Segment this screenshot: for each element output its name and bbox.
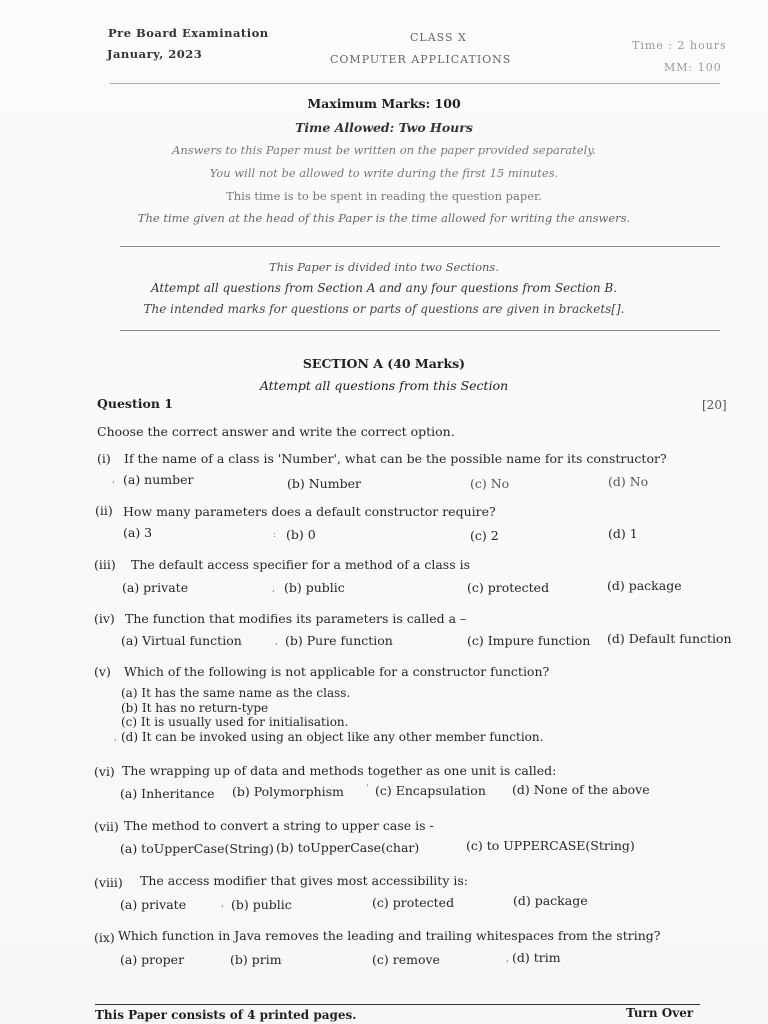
answer-mark: , (112, 475, 115, 485)
question-text: If the name of a class is 'Number', what can be the possible name for its constructor? (124, 451, 667, 466)
option: (c) Impure function (467, 633, 591, 648)
maximum-marks: Maximum Marks: 100 (307, 96, 461, 111)
question-text: The wrapping up of data and methods together as one unit is called: (122, 763, 557, 778)
option: (a) Inheritance (120, 786, 215, 801)
instruction-line: This time is to be spent in reading the question paper. (226, 189, 542, 203)
option: (a) 3 (123, 525, 153, 540)
question-label: Question 1 (97, 396, 173, 411)
question-text: The access modifier that gives most accessibility is: (140, 873, 468, 888)
section-a-title: SECTION A (40 Marks) (302, 356, 466, 371)
question-text: The method to convert a string to upper case is - (124, 818, 434, 833)
option: (c) It is usually used for initialisation. (121, 715, 349, 729)
option: (c) Encapsulation (375, 783, 486, 798)
question-text: Which of the following is not applicable for a constructor function? (124, 664, 550, 679)
question-instruction: Choose the correct answer and write the correct option. (97, 424, 455, 439)
option: (b) public (231, 897, 292, 912)
item-number: (ii) (95, 503, 113, 518)
answer-mark: ' (366, 784, 369, 794)
item-number: (viii) (94, 875, 123, 890)
option: (a) private (122, 580, 189, 595)
sections-line: The intended marks for questions or parts of questions are given in brackets[]. (143, 302, 625, 316)
item-number: (ix) (94, 930, 115, 945)
item-number: (i) (97, 451, 111, 466)
question-text: How many parameters does a default constructor require? (123, 504, 496, 519)
option: (d) package (513, 893, 588, 908)
option: (a) proper (120, 952, 185, 967)
question-text: Which function in Java removes the leading and trailing whitespaces from the string? (118, 928, 661, 943)
turn-over: Turn Over (626, 1006, 694, 1020)
marks-label: MM: 100 (664, 61, 722, 74)
option: (c) to UPPERCASE(String) (466, 838, 635, 853)
question-text: The function that modifies its parameters is called a – (125, 611, 467, 626)
option: (d) None of the above (512, 782, 650, 797)
header-rule (110, 83, 720, 84)
option: (b) public (284, 580, 345, 595)
exam-name: Pre Board Examination (108, 26, 269, 40)
instruction-line: You will not be allowed to write during the first 15 minutes. (209, 166, 559, 180)
item-number: (vi) (94, 764, 115, 779)
option: (d) trim (512, 950, 561, 965)
option: (a) Virtual function (121, 633, 242, 648)
option: (b) Pure function (285, 633, 393, 648)
option: (d) It can be invoked using an object like any other member function. (121, 730, 544, 744)
option: (b) toUpperCase(char) (276, 840, 420, 855)
item-number: (vii) (94, 819, 119, 834)
option: (b) 0 (286, 527, 316, 542)
option: (b) Number (287, 476, 361, 491)
footer-rule (95, 1004, 700, 1005)
option: (a) toUpperCase(String) (120, 841, 274, 856)
option: (b) Polymorphism (232, 784, 344, 799)
option: (d) package (607, 578, 682, 593)
option: (a) It has the same name as the class. (121, 686, 351, 700)
answer-mark: , (221, 899, 224, 909)
option: (b) prim (230, 952, 282, 967)
question-text: The default access specifier for a method of a class is (131, 557, 471, 572)
exam-date: January, 2023 (107, 47, 203, 61)
option: (d) Default function (607, 631, 732, 646)
instruction-line: The time given at the head of this Paper is the time allowed for writing the answers. (137, 211, 631, 225)
instructions-rule (120, 246, 720, 247)
section-a-subtitle: Attempt all questions from this Section (259, 378, 509, 393)
option: (c) No (470, 476, 510, 491)
option: (c) protected (372, 895, 455, 910)
option: (c) remove (372, 952, 440, 967)
option: (b) It has no return-type (121, 701, 269, 715)
answer-mark: , (114, 733, 117, 743)
class-label: CLASS X (410, 31, 467, 44)
answer-mark: , (275, 637, 278, 647)
item-number: (iv) (94, 611, 115, 626)
answer-mark: : (273, 530, 277, 540)
time-allowed: Time Allowed: Two Hours (295, 120, 473, 135)
option: (d) No (608, 474, 649, 489)
instruction-line: Answers to this Paper must be written on the paper provided separately. (172, 143, 596, 157)
time-label: Time : 2 hours (632, 39, 727, 52)
subject-label: COMPUTER APPLICATIONS (330, 53, 512, 66)
sections-rule (120, 330, 720, 331)
answer-mark: , (272, 584, 275, 594)
sections-line: This Paper is divided into two Sections. (269, 260, 499, 274)
item-number: (v) (94, 664, 111, 679)
option: (a) private (120, 897, 187, 912)
question-marks: [20] (702, 398, 727, 412)
page-count: This Paper consists of 4 printed pages. (95, 1008, 357, 1022)
option: (d) 1 (608, 526, 638, 541)
sections-line: Attempt all questions from Section A and any four questions from Section B. (150, 281, 618, 295)
answer-mark: , (506, 954, 509, 964)
option: (c) protected (467, 580, 550, 595)
option: (a) number (123, 472, 194, 487)
option: (c) 2 (470, 528, 499, 543)
item-number: (iii) (94, 557, 116, 572)
